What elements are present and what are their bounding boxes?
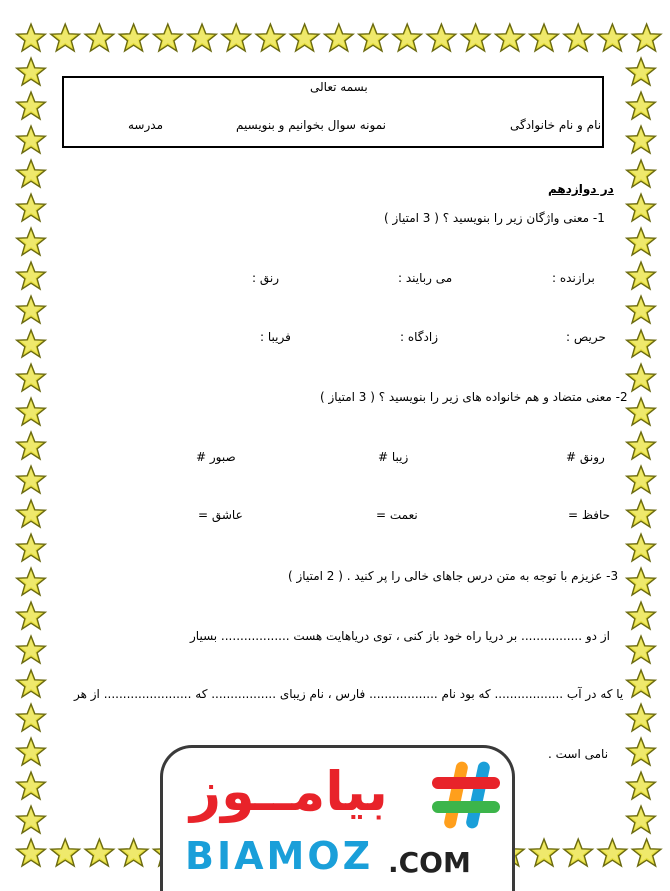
border-star-icon (17, 738, 46, 765)
bismillah: بسمه تعالی (310, 80, 368, 94)
border-star-icon (17, 839, 46, 866)
border-star-icon (627, 806, 656, 833)
q2-word-5: نعمت = (376, 508, 418, 522)
border-star-icon (222, 24, 251, 51)
border-star-icon (627, 330, 656, 357)
border-star-icon (627, 296, 656, 323)
border-star-icon (427, 24, 456, 51)
border-star-icon (627, 262, 656, 289)
border-star-icon (17, 296, 46, 323)
border-star-icon (632, 839, 661, 866)
border-star-icon (119, 839, 148, 866)
border-star-icon (17, 670, 46, 697)
border-star-icon (627, 92, 656, 119)
border-star-icon (17, 228, 46, 255)
border-star-icon (17, 262, 46, 289)
border-star-icon (17, 568, 46, 595)
border-star-icon (17, 704, 46, 731)
logo-com: .COM (388, 846, 471, 879)
border-star-icon (119, 24, 148, 51)
q2-title: 2- معنی متضاد و هم خانواده های زیر را بنویسید ؟ ( 3 امتیاز ) (320, 390, 628, 404)
border-star-icon (627, 126, 656, 153)
border-star-icon (17, 432, 46, 459)
border-star-icon (530, 839, 559, 866)
q1-word-6: فریبا : (260, 330, 291, 344)
logo-persian: بیامــوز (190, 760, 388, 823)
border-star-icon (632, 24, 661, 51)
border-star-icon (85, 839, 114, 866)
border-star-icon (17, 466, 46, 493)
q1-word-1: برازنده : (552, 271, 595, 285)
border-star-icon (17, 636, 46, 663)
school-label: مدرسه (128, 118, 164, 132)
border-star-icon (627, 500, 656, 527)
border-star-icon (256, 24, 285, 51)
q2-word-3: صبور # (196, 450, 236, 464)
border-star-icon (17, 126, 46, 153)
q1-word-3: رنق : (252, 271, 279, 285)
border-star-icon (598, 839, 627, 866)
border-star-icon (359, 24, 388, 51)
border-star-icon (17, 500, 46, 527)
lesson-title: در دوازدهم (548, 182, 614, 196)
exam-title: نمونه سوال بخوانیم و بنویسیم (236, 118, 386, 132)
name-label: نام و نام خانوادگی (510, 118, 602, 132)
border-star-icon (627, 364, 656, 391)
border-star-icon (17, 330, 46, 357)
q2-word-2: زیبا # (378, 450, 409, 464)
q1-word-5: زادگاه : (400, 330, 438, 344)
q2-word-4: حافظ = (568, 508, 611, 522)
border-star-icon (51, 24, 80, 51)
logo-english: BIAMOZ (185, 834, 374, 878)
border-star-icon (290, 24, 319, 51)
q2-word-6: عاشق = (198, 508, 243, 522)
border-star-icon (627, 432, 656, 459)
q1-word-4: حریص : (566, 330, 606, 344)
border-star-icon (17, 24, 46, 51)
border-star-icon (627, 398, 656, 425)
border-star-icon (564, 24, 593, 51)
border-star-icon (17, 772, 46, 799)
border-star-icon (627, 534, 656, 561)
border-star-icon (530, 24, 559, 51)
border-star-icon (17, 806, 46, 833)
border-star-icon (17, 58, 46, 85)
border-star-icon (627, 636, 656, 663)
border-star-icon (627, 58, 656, 85)
border-star-icon (627, 602, 656, 629)
border-star-icon (17, 194, 46, 221)
border-star-icon (154, 24, 183, 51)
q3-line-3: نامی است . (548, 747, 609, 761)
hashtag-logo-icon (428, 757, 504, 833)
border-star-icon (627, 738, 656, 765)
border-star-icon (393, 24, 422, 51)
border-star-icon (17, 92, 46, 119)
border-star-icon (627, 194, 656, 221)
border-star-icon (627, 160, 656, 187)
border-star-icon (51, 839, 80, 866)
q2-word-1: رونق # (566, 450, 605, 464)
q1-word-2: می ربایند : (398, 271, 453, 285)
border-star-icon (598, 24, 627, 51)
border-star-icon (17, 160, 46, 187)
q1-title: 1- معنی واژگان زیر را بنویسید ؟ ( 3 امتیاز ) (384, 211, 605, 225)
q3-line-1: از دو ................ بر دریا راه خود باز کنی ، توی دریاهایت هست .................. بسیار (190, 629, 610, 643)
q3-line-2: یا که در آب .................. که بود نام .................. فارس ، نام زیبای ................. که ....................... از هر (74, 687, 624, 701)
border-star-icon (325, 24, 354, 51)
border-star-icon (17, 534, 46, 561)
border-star-icon (188, 24, 217, 51)
border-star-icon (17, 398, 46, 425)
border-star-icon (461, 24, 490, 51)
border-star-icon (85, 24, 114, 51)
border-star-icon (496, 24, 525, 51)
border-star-icon (627, 704, 656, 731)
q3-title: 3- عزیزم با توجه به متن درس جاهای خالی را پر کنید . ( 2 امتیاز ) (288, 569, 619, 583)
border-star-icon (627, 772, 656, 799)
border-star-icon (17, 364, 46, 391)
border-star-icon (627, 670, 656, 697)
border-star-icon (627, 228, 656, 255)
border-star-icon (564, 839, 593, 866)
border-star-icon (17, 602, 46, 629)
border-star-icon (627, 466, 656, 493)
border-star-icon (627, 568, 656, 595)
